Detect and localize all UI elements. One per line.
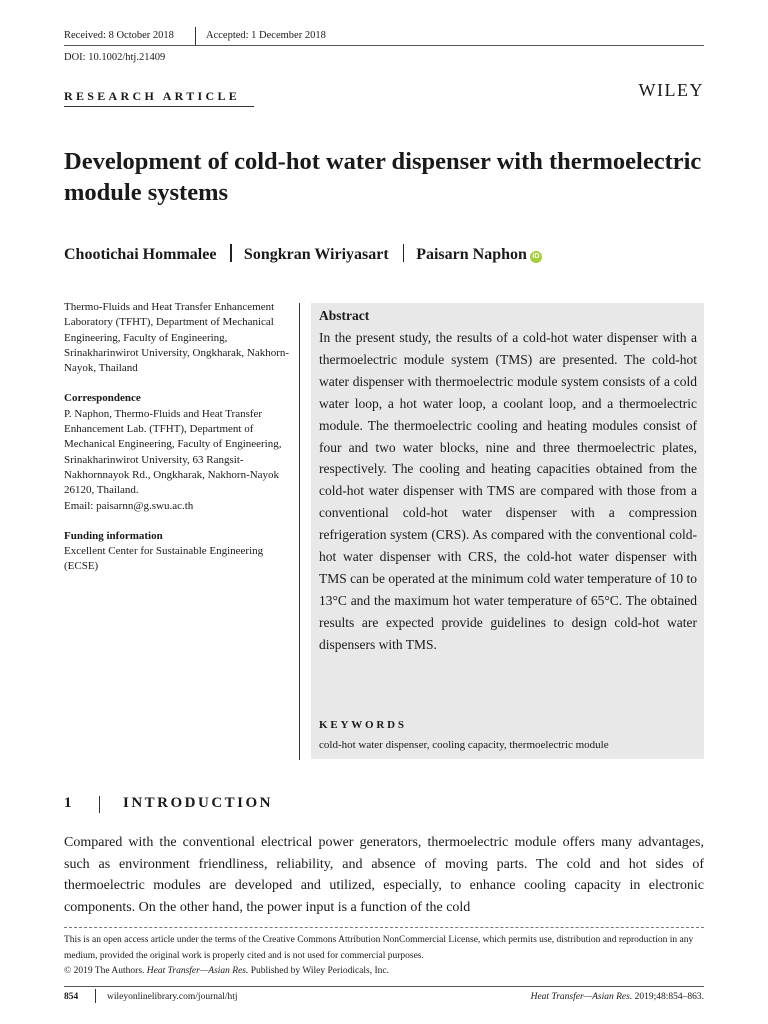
- paper-title: Development of cold-hot water dispenser with thermoelectric module systems: [64, 148, 702, 206]
- abstract-heading: Abstract: [319, 308, 370, 323]
- orcid-icon[interactable]: iD: [530, 251, 542, 263]
- correspondence-email[interactable]: Email: paisarnn@g.swu.ac.th: [64, 499, 194, 512]
- author-name[interactable]: Songkran Wiriyasart: [243, 246, 389, 263]
- copyright-journal: Heat Transfer—Asian Res.: [146, 966, 249, 976]
- citation: [531, 992, 704, 1002]
- footnote-rule: [64, 927, 704, 928]
- footer-rule: [64, 986, 704, 987]
- page-number: 854: [64, 992, 79, 1002]
- correspondence-heading: Correspondence: [64, 392, 141, 405]
- section-title: INTRODUCTION: [123, 795, 274, 811]
- received-date: Received: 8 October 2018: [64, 30, 174, 41]
- footer-separator: [95, 989, 96, 1003]
- keywords-text: cold-hot water dispenser, cooling capacity, thermoelectric module: [319, 739, 609, 751]
- citation-detail: 2019;48:854–863.: [632, 992, 704, 1002]
- funding-heading: Funding information: [64, 529, 163, 542]
- keywords-heading: KEYWORDS: [319, 719, 407, 731]
- license-note: This is an open access article under the terms of the Creative Commons Attribution NonCommercial License, which permits use, distribution and reproduction in any medium, provided the original work is properly cited and is not used for commercial purposes.: [64, 935, 694, 961]
- header-rule: [64, 45, 704, 46]
- introduction-paragraph: Compared with the conventional electrical power generators, thermoelectric module offers many advantages, such as environment friendliness, reliability, and absence of moving parts. The cold and hot sides of thermoelectric modules are developed and utilized, especially, to enhance cooling capacity in electronic components. On the other hand, the power input is a function of the cold: [64, 835, 704, 915]
- affiliation: Thermo-Fluids and Heat Transfer Enhancement Laboratory (TFHT), Department of Mechanical Engineering, Faculty of Engineering, Srinakharinwirot University, Ongkharak, Nakhorn-Nayok, Thailand: [64, 301, 290, 375]
- article-type: RESEARCH ARTICLE: [64, 89, 241, 103]
- citation-journal: Heat Transfer—Asian Res.: [530, 992, 633, 1002]
- section-number: 1: [64, 795, 72, 811]
- funding-text: Excellent Center for Sustainable Engineering (ECSE): [64, 545, 264, 573]
- copyright-line: [64, 966, 389, 976]
- section-separator: [99, 796, 100, 813]
- publisher-logo: WILEY: [638, 80, 704, 100]
- author-separator: [230, 244, 232, 262]
- author-name[interactable]: Chootichai Hommalee: [64, 246, 217, 263]
- author-list: [64, 244, 542, 264]
- article-info-column: [64, 300, 294, 590]
- column-divider: [299, 303, 300, 760]
- journal-website[interactable]: wileyonlinelibrary.com/journal/htj: [107, 992, 238, 1002]
- doi[interactable]: DOI: 10.1002/htj.21409: [64, 52, 166, 63]
- abstract-text: In the present study, the results of a cold-hot water dispenser with a thermoelectric module system (TMS) are presented. The cold-hot water dispenser with thermoelectric module system consists of a cold water loop, a hot water loop, a coolant loop, and a thermoelectric module. The thermoelectric cooling and heating modules consist of four and two water blocks, nine and three thermoelectric plates, respectively. The cooling and heating capacities obtained from the cold-hot water dispenser with TMS are compared with those from a conventional cold-hot water dispenser with a compression refrigeration system (CRS). As compared with the conventional cold-hot water dispenser with CRS, the cold-hot water dispenser with TMS can be operated at the minimum cold water temperature of 10 to 13°C and the maximum hot water temperature of 65°C. The obtained results are expected provide guidelines to design cold-hot water dispensers with TMS.: [319, 330, 697, 652]
- copyright-suffix: Published by Wiley Periodicals, Inc.: [248, 966, 389, 976]
- article-type-underline: [64, 106, 254, 107]
- date-divider: [195, 27, 196, 45]
- author-name[interactable]: Paisarn Naphon: [416, 246, 527, 263]
- author-separator: [403, 244, 405, 262]
- correspondence-text: P. Naphon, Thermo-Fluids and Heat Transfer Enhancement Lab. (TFHT), Department of Mechanical Engineering, Faculty of Engineering, Srinakharinwirot University, 63 Rangsit-Nakhornnayok Rd., Ongkharak, Nakhorn-Nayok 26120, Thailand.: [64, 407, 282, 497]
- copyright-prefix: © 2019 The Authors.: [64, 966, 147, 976]
- accepted-date: Accepted: 1 December 2018: [206, 30, 326, 41]
